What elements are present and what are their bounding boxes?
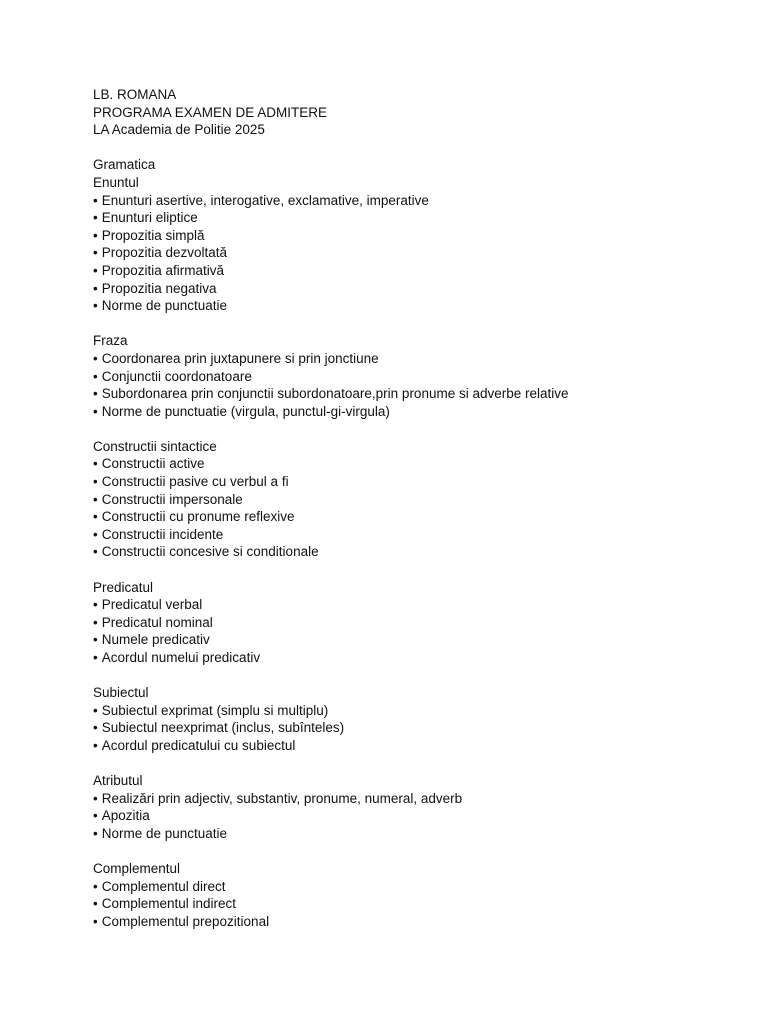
list-item: • Numele predicativ: [93, 631, 733, 649]
list-item: • Acordul predicatului cu subiectul: [93, 737, 733, 755]
list-item: • Constructii active: [93, 455, 733, 473]
list-item: • Propozitia negativa: [93, 280, 733, 298]
list-item: • Apozitia: [93, 807, 733, 825]
section-heading: Fraza: [93, 333, 128, 349]
list-item: • Propozitia simplă: [93, 227, 733, 245]
list-item: • Acordul numelui predicativ: [93, 649, 733, 667]
spacer: [93, 315, 733, 333]
section-subheading: Enuntul: [93, 174, 139, 190]
spacer: [93, 420, 733, 438]
section-heading: Constructii sintactice: [93, 438, 217, 454]
list-item: • Subiectul exprimat (simplu si multiplu): [93, 702, 733, 720]
list-item: • Subiectul neexprimat (inclus, subînteles): [93, 719, 733, 737]
list-item: • Constructii incidente: [93, 526, 733, 544]
list-item: • Norme de punctuatie: [93, 297, 733, 315]
list-item: • Propozitia afirmativă: [93, 262, 733, 280]
list-item: • Constructii impersonale: [93, 491, 733, 509]
spacer: [93, 843, 733, 861]
document-page: [93, 86, 733, 931]
subject-title: LB. ROMANA: [93, 87, 177, 102]
spacer: [93, 139, 733, 157]
section-gramatica: [93, 156, 733, 314]
section-heading: Subiectul: [93, 685, 149, 701]
spacer: [93, 755, 733, 773]
institution-title: LA Academia de Politie 2025: [93, 122, 265, 138]
section-heading: Complementul: [93, 861, 181, 877]
list-item: • Constructii pasive cu verbul a fi: [93, 473, 733, 491]
list-item: • Enunturi asertive, interogative, exclamative, imperative: [93, 192, 733, 210]
program-title: PROGRAMA EXAMEN DE ADMITERE: [93, 104, 328, 120]
list-item: • Predicatul verbal: [93, 596, 733, 614]
section-subiectul: [93, 684, 733, 754]
section-constructii: [93, 438, 733, 561]
list-item: • Coordonarea prin juxtapunere si prin jonctiune: [93, 350, 733, 368]
section-atributul: [93, 772, 733, 842]
list-item: • Enunturi eliptice: [93, 209, 733, 227]
spacer: [93, 561, 733, 579]
list-item: • Conjunctii coordonatoare: [93, 368, 733, 386]
list-item: • Propozitia dezvoltată: [93, 244, 733, 262]
list-item: • Complementul prepozitional: [93, 913, 733, 931]
list-item: • Norme de punctuatie (virgula, punctul-gi-virgula): [93, 403, 733, 421]
section-complementul: [93, 860, 733, 930]
list-item: • Realizări prin adjectiv, substantiv, pronume, numeral, adverb: [93, 790, 733, 808]
list-item: • Predicatul nominal: [93, 614, 733, 632]
section-heading: Gramatica: [93, 157, 156, 173]
spacer: [93, 667, 733, 685]
section-predicatul: [93, 579, 733, 667]
section-heading: Atributul: [93, 773, 143, 789]
list-item: • Subordonarea prin conjunctii subordonatoare,prin pronume si adverbe relative: [93, 385, 733, 403]
document-header: [93, 86, 733, 139]
list-item: • Norme de punctuatie: [93, 825, 733, 843]
list-item: • Complementul indirect: [93, 895, 733, 913]
list-item: • Constructii cu pronume reflexive: [93, 508, 733, 526]
section-heading: Predicatul: [93, 579, 154, 595]
list-item: • Constructii concesive si conditionale: [93, 543, 733, 561]
section-fraza: [93, 332, 733, 420]
list-item: • Complementul direct: [93, 878, 733, 896]
